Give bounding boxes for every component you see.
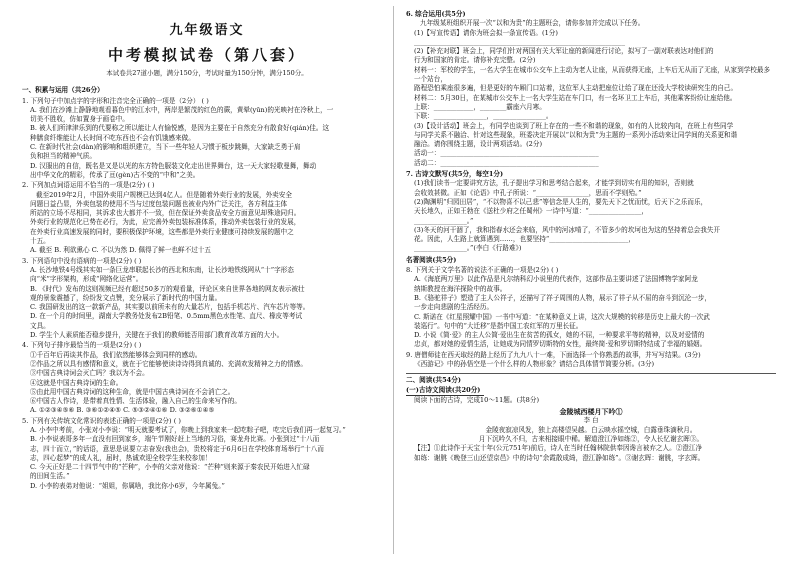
text-line: 4. 下列句子排序最恰当的一项是(2分) ( ) xyxy=(22,341,142,350)
text-line: B. 被人们所津津乐到的代要称之所以能让人有愉悦感，是因为主要在于自然充分有散食好(qián)佳。这 xyxy=(30,124,330,133)
text-line: 9. 唐僧师徒在西天取经的路上经历了九九八十一难，下面选择一个你熟悉的故事，并写写结果。(3分) xyxy=(406,350,701,359)
text-line: 金陵城西楼月下吟① xyxy=(559,407,623,417)
text-line: 5. 下列有关传统文化常识的表述正确的一项是(2分) ( ) xyxy=(22,416,181,425)
text-line: 7. 古诗文默写(共5分，每空1分) xyxy=(406,170,504,179)
text-line: 切美不胜收，仿如置身于画卷中。 xyxy=(30,115,129,124)
text-line: 志，四心起梦”的成人礼，届时，热诚欢迎全校学生来校参加！ xyxy=(30,453,212,462)
text-line: 外卖行业的规范化已势在必行，为此，应完善外卖包装标准体系，推动外卖包装行业的发展， xyxy=(30,218,301,227)
text-line: 种膳食纤维能让人长时间不吃东西也不会有饥饿感来做。 xyxy=(30,133,195,142)
text-line: C. 今天正好是二十四节气中的“芒种”，小李的父亲对他说：“芒种”则来源于秦农民开始进入忙碌 xyxy=(30,463,310,472)
text-line: 文具。 xyxy=(30,321,50,330)
text-line: 向“米”字形架构，形成“网络化运营”。 xyxy=(30,275,143,284)
text-line: B. 小李说表哥多年一直没有回到家乡，端午节刚好赶上当地的习俗，赛龙舟比赛。小张到过“十八而 xyxy=(30,435,320,444)
text-line: 2. 下列加点词语运用不恰当的一项是(2分) ( ) xyxy=(22,181,155,190)
text-line: (2)陶渊明“归园田居”，“不以物喜不以己悲”等信念是人生的，要先天下之忧而忧，后天下之乐而乐， xyxy=(414,197,708,206)
text-line: ________________。”(李白《行路难》) xyxy=(414,244,522,253)
text-line: 1. 下列句子中加点字的字形和注音完全正确的一项是（2分） ( ) xyxy=(22,96,209,105)
text-line: 6. 综合运用(共5分) xyxy=(406,10,466,18)
text-line: 如练：谢朓《晚登三山还望京邑》中的诗句“余霞散成绮，澄江静如练”。③谢玄晖：谢朓，字玄晖。 xyxy=(414,453,705,462)
text-line: 负和担当的精神气质。 xyxy=(30,152,96,161)
text-line: 月下沉吟久不归，古来相接眼中稀。解道澄江净如练②，令人长忆谢玄晖③。 xyxy=(478,435,704,444)
text-line: ①千百年后再谈其作品，我们依然能够体会到同样的感动。 xyxy=(30,350,202,359)
text-line: 8. 下列关于文学名著的说法不正确的一项是(2分) ( ) xyxy=(406,266,559,275)
text-line: (2)【补充对联】班会上，同学们针对两国有关大军让座的新闻进行讨论，拟写了一副对联表达对他们的 xyxy=(414,47,714,56)
text-line: 在外卖行业高速发展的同时，要积极保护环境，这些都是外卖行业健康可持续发展的题中之 xyxy=(30,227,294,236)
text-line: (1)【写宣传语】请你为班会拟一条宣传语。(1分) xyxy=(414,28,558,37)
text-line: 【注】①此诗作于天宝十年(公元751年)前后，诗人在当时任翰林院供奉因谗言被弃之人。②澄江净 xyxy=(414,444,703,453)
text-line xyxy=(406,373,776,374)
right-column xyxy=(406,8,776,463)
text-line: 纳斯教授在海洋探险中的故事。 xyxy=(414,284,507,293)
text-line: A. 小李中考前，小张对小李说：“明天就要考试了，你晚上到我家来一起吃粽子吧，吃完后我们再一起复习。” xyxy=(30,425,346,434)
text-line: (3)【设计活动】班会上，有同学也谈到了班上存在的一些不和谐的现象，如有的人比较内向，在班上有些同学 xyxy=(414,121,734,130)
text-line: ②作品之所以具有感情和意义，就在于它能够使读诗诗得到真诚的、充满欢发精神之力的情感。 xyxy=(30,359,307,368)
text-line: 九年级某班组织开展一次“以和为贵”的主题班会，请你参加并完成以下任务。 xyxy=(420,19,645,28)
text-line: A. 截至 B. 利欲熏心 C. 不以为然 D. 佩得了鲜一也鲜不过十五 xyxy=(30,246,211,255)
right-question-list xyxy=(406,10,776,463)
text-line: D. 小说《简·爱》的主人公简·爱出生在贫苦的孤女，她的不屈，一种要求平等的精神，以及对爱情的 xyxy=(414,331,705,340)
text-line: 的田间生活。” xyxy=(30,472,70,481)
exam-grade-title: 九年级语文 xyxy=(169,23,245,38)
text-line: 材料一：军校的学生，一名大学生在城市公交车上主动为老人让座，从而获得无座，上车后无从而了无座，从家到学校最多一个站台， xyxy=(414,65,771,84)
text-line: 与同学关系不融洽、针对这些现象，班委决定开展以“以和为贵”为主题的一系列小活动来让同学间的关系更和谐 xyxy=(414,130,738,139)
text-line: A. 长沙地铁4号线其实如一条巨龙串联起长沙的西北和东南，让长沙地铁线网从“十”字形态 xyxy=(30,265,294,274)
text-line: A. 我们在沙滩上静静地观看暮色中的江水中，两岸是繁茂的红色的蕨，黄晕(yūn)的光映衬在冷秋上，一 xyxy=(30,105,334,114)
text-line: 一步走向悲剧的生活经历。 xyxy=(414,303,494,312)
text-line: A. ①②③④⑤⑥ B. ③⑥①②④⑤ C. ⑤③②④①⑥ D. ③②⑥①④⑤ xyxy=(30,406,215,415)
text-line: 活动二：________________________________________________ xyxy=(414,158,599,167)
text-line: 《西游记》中的孙悟空是一个什么样的人物形象？请结合具体情节简要分析。(3分) xyxy=(414,359,655,368)
text-line: D. 在一个月的时间里，湖南大学教务处发布2B铅笔、0.5mm黑色水性笔、直尺、橡皮等考试 xyxy=(30,312,303,321)
text-line: (1)我们读书一定要讲究方法，孔子提出学习和思考结合起来，才能学到切实有用的知识，否则就 xyxy=(414,179,694,188)
text-line: 观的景象震撼了，纷纷发文点赞，充分展示了新时代的中国力量。 xyxy=(30,293,222,302)
text-line: 天长地久，正如王勃在《送杜少府之任蜀州》一诗中写道：“________________， xyxy=(414,207,649,216)
text-line: 问题日益凸显，外卖包装的使用不当与过度包装问题也被业内外广泛关注，各方利益主体 xyxy=(30,199,288,208)
text-line: 上联：____________，________霸座六月寒。 xyxy=(414,102,546,111)
text-line: 3. 下列语句中没有语病的一项是(2分) ( ) xyxy=(22,256,142,265)
text-line: ________________。” xyxy=(414,216,474,225)
text-line: 融洽。请你围绕主题，设计两项活动。(2分) xyxy=(414,140,543,149)
text-line: ⑥中国古人作诗，是带着真性情、生活体验，融入自己的生命来写作的。 xyxy=(30,397,241,406)
text-line: D. 学生个人素质能否稳步提升，关键在于我们的教师能否用部门教育改革方面的大小。 xyxy=(30,331,284,340)
text-line: A.《海底两万里》以此作品是凡尔纳科幻小说里的代表作，这部作品主要讲述了法国博物学家阿龙 xyxy=(414,275,698,284)
text-line: 活动一：________________________________________________ xyxy=(414,149,599,158)
text-line: C. 斯诺在《红星照耀中国》一书中写道：“在某种意义上讲，这次大规模的转移是历史上最大的一次武 xyxy=(414,312,710,321)
text-line: (3)冬天的河干涸了，我和指春水还会来临，风中的河冰啃了，不管多少的坎坷也为这的坚持着总会我失开 xyxy=(414,225,721,234)
left-column xyxy=(22,8,392,491)
text-line: 十五。 xyxy=(30,237,50,246)
text-line: B. 《时代》发布的这则视频已经有超过50多万的观看量，评论区来自世界各地的网友表示被壮 xyxy=(30,284,305,293)
text-line: 会收效甚微。正如《论语》中孔子所说：“________________，思而不学则殆。” xyxy=(414,188,642,197)
text-line: 志，四十而立，”的话语，意思是说要立志奋发(我也会)，贵校将定于6月6日在学校体育场举行“十八而 xyxy=(30,444,324,453)
column-divider xyxy=(393,6,394,554)
text-line: (一)古诗文阅读(共20分) xyxy=(406,386,484,396)
text-line: 行为和国家的肯定。请你补充完整。(2分) xyxy=(414,56,536,65)
text-line: 截至2019年2月，中国外卖用户规模已达到4亿人。但是随着外卖行业的发展，外卖安全 xyxy=(36,190,292,199)
text-line: ⑤由此用中国古典诗词的这种生命，就是中国古典诗词在不会消亡之。 xyxy=(30,387,235,396)
text-line: B.《骆驼祥子》塑造了主人公祥子，还描写了祥子周围的人物，展示了祥子从不屈的奋斗到沉沦一步， xyxy=(414,293,712,302)
text-line: C. 我国研发出的这一款新产品，其实要以前所未有的大量芯片，包括手机芯片、汽车芯片等等。 xyxy=(30,303,310,312)
text-line: D. 汉服出的自信，既名是又是以光的东方特色服装文化走出世界舞台，这一天大家轻歌曼舞，舞动 xyxy=(30,161,317,170)
left-question-list xyxy=(22,86,392,491)
text-line: 忠贞，都对她的爱情生活，让她成为同情罗切斯特的女性，最终简·爱和罗切斯特结成了幸福的婚姻。 xyxy=(414,340,707,349)
text-line: 金陵夜寂凉风发，独上高楼望吴越。白云映水摇空城，白露垂珠滴秋月。 xyxy=(485,425,697,434)
text-line: 路程恐怕乘座很多遍，但是更好的车厢门口站着，这位军人主动把座位让给了现在还没大学校读研究生的自己。 xyxy=(414,84,738,93)
text-line: 材料二：5月30日，在某城市公交车上一名大学生站在车门口，有一名环卫工上车后，其他乘客纷纷让座给他。 xyxy=(414,93,737,102)
text-line: 花。因此，人生路上就算遇到……，也要坚持“________________________， xyxy=(414,235,635,244)
text-line: D. 小李的表弟对他说：“姐姐，你属啥，我比你小6岁，今年属兔。” xyxy=(30,481,225,490)
text-line: 李 白 xyxy=(583,416,599,425)
text-line: 所站的立场不尽相同，其诉求也大都并不一致，但在保证外卖食品安全方面意见却殊途同归。 xyxy=(30,209,301,218)
text-line: ________________________________________________________________ xyxy=(414,37,625,46)
exam-main-title: 中考模拟试卷（第八套） xyxy=(107,46,306,64)
text-line: C. 在新时代社会(dàn)的影响和组织建立，当下一些年轻人习惯于板步跳舞，大家缺乏勇于肩 xyxy=(30,143,301,152)
text-line: ③中国古典诗词会灭亡吗？我以为不会。 xyxy=(30,369,149,378)
text-line: 出中华文化的精彩，传承了亘(gèn)古不变的“中和”之美。 xyxy=(30,170,200,179)
text-line: 一、积累与运用（共26分） xyxy=(22,86,104,95)
text-line: 装巡行”。句中的“大迁移”是指中国工农红军的万里长征。 xyxy=(414,321,583,330)
text-line: 下联：________________，________________。 xyxy=(414,112,553,121)
text-line: 名著阅读(共5分) xyxy=(406,255,457,264)
text-line: 阅读下面的古诗，完成10～11题。(共8分) xyxy=(414,395,540,404)
exam-instructions: 本试卷共27道小题，满分150分，考试时量为150分钟，满分150分。 xyxy=(106,69,308,77)
text-line: 二、阅读(共54分) xyxy=(406,376,461,385)
text-line: ④这就是中国古典诗词的生命。 xyxy=(30,378,123,387)
